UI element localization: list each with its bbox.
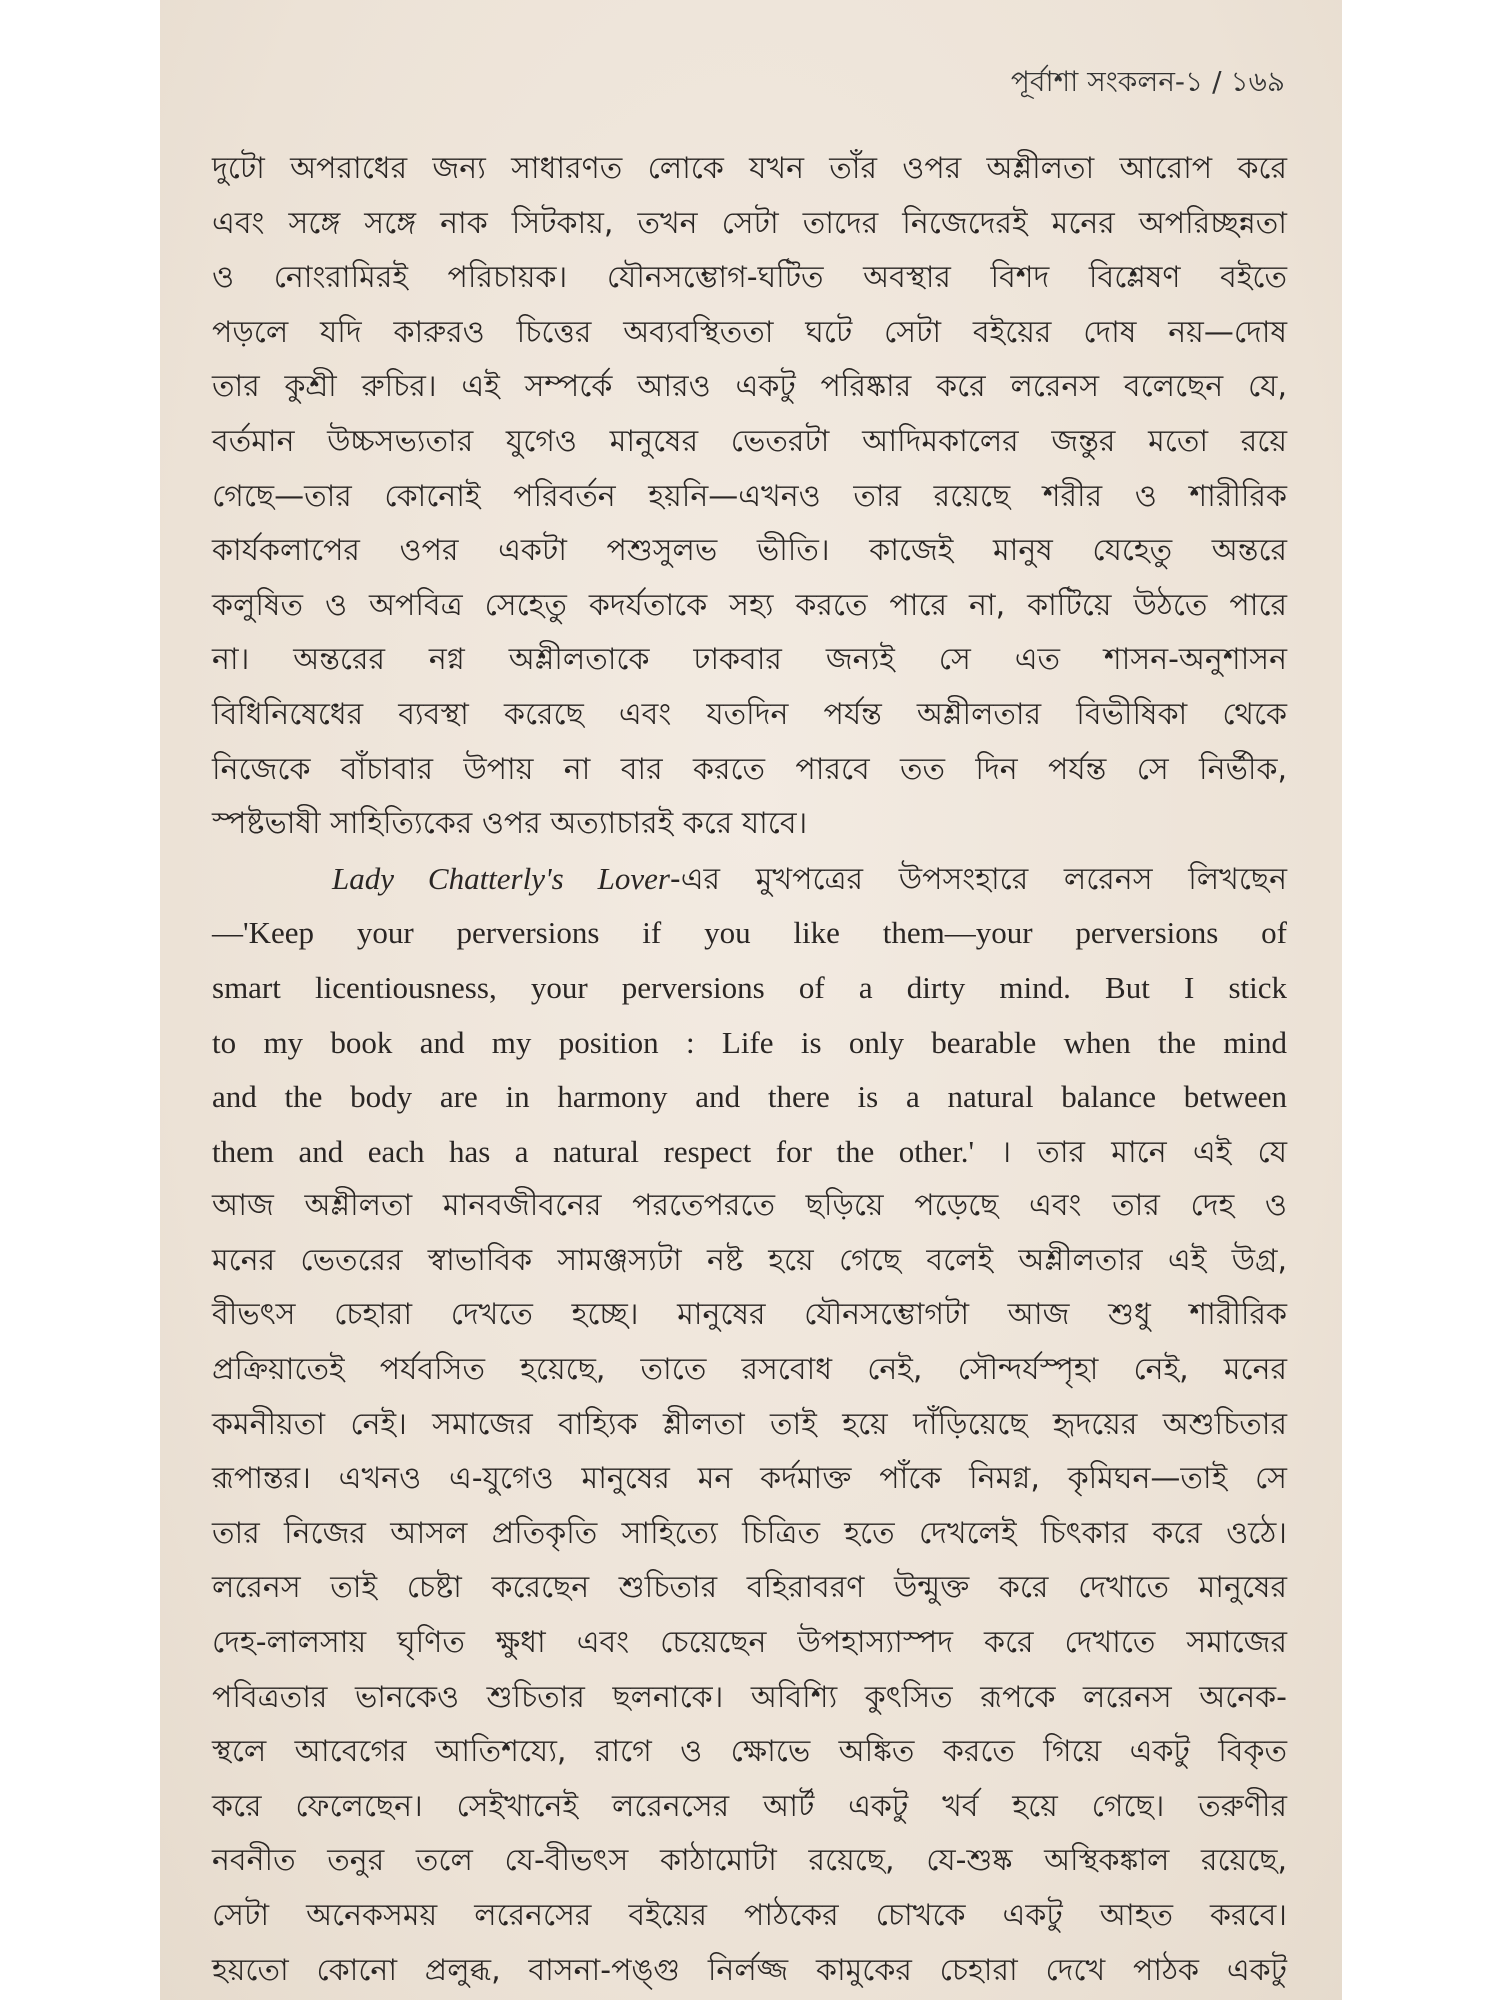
text-span: স্পষ্টভাষী সাহিত্যিকের ওপর অত্যাচারই করে যাবে। xyxy=(212,806,808,842)
text-span: to my book and my position : Life is only bearable when the mind xyxy=(212,1024,1287,1060)
text-span: দুটো অপরাধের জন্য সাধারণত লোকে যখন তাঁর ওপর অশ্লীলতা আরোপ করে xyxy=(212,151,1287,186)
text-line xyxy=(212,743,1287,798)
text-span: প্রক্রিয়াতেই পর্যবসিত হয়েছে, তাতে রসবোধ নেই, সৌন্দর্যস্পৃহা নেই, মনের xyxy=(212,1352,1287,1388)
text-span: লরেনস তাই চেষ্টা করেছেন শুচিতার বহিরাবরণ উন্মুক্ত করে দেখাতে মানুষের xyxy=(212,1570,1287,1606)
text-line xyxy=(212,1070,1287,1125)
text-span: এবং সঙ্গে সঙ্গে নাক সিটকায়, তখন সেটা তাদের নিজেদেরই মনের অপরিচ্ছন্নতা xyxy=(212,205,1287,241)
text-span: সেটা অনেকসময় লরেনসের বইয়ের পাঠকের চোখকে একটু আহত করবে। xyxy=(212,1898,1287,1933)
text-span: পড়লে যদি কারুরও চিত্তের অব্যবস্থিততা ঘটে সেটা বইয়ের দোষ নয়—দোষ xyxy=(212,314,1287,350)
text-line xyxy=(212,1125,1287,1180)
text-span: কমনীয়তা নেই। সমাজের বাহ্যিক শ্লীলতা তাই হয়ে দাঁড়িয়েছে হৃদয়ের অশুচিতার xyxy=(212,1406,1287,1442)
text-span: and the body are in harmony and there is a natural balance between xyxy=(212,1079,1287,1115)
text-line xyxy=(212,470,1287,525)
text-line xyxy=(212,251,1287,306)
text-line xyxy=(212,1234,1287,1289)
text-span: বর্তমান উচ্চসভ্যতার যুগেও মানুষের ভেতরটা আদিমকালের জন্তুর মতো রয়ে xyxy=(212,423,1287,459)
text-line xyxy=(212,1179,1287,1234)
text-span: -এর মুখপত্রের উপসংহারে লরেনস লিখছেন xyxy=(669,861,1287,897)
paragraph-2 xyxy=(212,852,1287,1998)
text-line xyxy=(212,415,1287,470)
text-line xyxy=(212,1671,1287,1726)
text-span: আজ অশ্লীলতা মানবজীবনের পরতেপরতে ছড়িয়ে পড়েছে এবং তার দেহ ও xyxy=(212,1188,1287,1224)
text-span: —'Keep your perversions if you like them—your perversions of xyxy=(212,915,1287,951)
text-span: নিজেকে বাঁচাবার উপায় না বার করতে পারবে তত দিন পর্যন্ত সে নির্ভীক, xyxy=(212,751,1287,787)
text-line xyxy=(212,906,1287,961)
text-line xyxy=(212,306,1287,361)
book-title: পূর্বাশা সংকলন-১ xyxy=(1010,65,1204,98)
text-line xyxy=(212,1016,1287,1071)
text-span: কলুষিত ও অপবিত্র সেহেতু কদর্যতাকে সহ্য করতে পারে না, কাটিয়ে উঠতে পারে xyxy=(212,587,1287,623)
text-line xyxy=(212,197,1287,252)
text-line xyxy=(212,1725,1287,1780)
text-span: হয়তো কোনো প্রলুব্ধ, বাসনা-পঙ্গু নির্লজ্জ কামুকের চেহারা দেখে পাঠক একটু xyxy=(212,1952,1287,1988)
page-number: ১৬৯ xyxy=(1230,65,1285,98)
text-line xyxy=(212,579,1287,634)
text-span: তার নিজের আসল প্রতিকৃতি সাহিত্যে চিত্রিত হতে দেখলেই চিৎকার করে ওঠে। xyxy=(212,1515,1287,1551)
text-line xyxy=(212,524,1287,579)
paragraph-1 xyxy=(212,142,1287,852)
page-body xyxy=(212,142,1287,1998)
text-span: বীভৎস চেহারা দেখতে হচ্ছে। মানুষের যৌনসম্ভোগটা আজ শুধু শারীরিক xyxy=(212,1297,1287,1333)
text-line xyxy=(212,688,1287,743)
text-span: কার্যকলাপের ওপর একটা পশুসুলভ ভীতি। কাজেই মানুষ যেহেতু অন্তরে xyxy=(212,533,1287,569)
text-line xyxy=(212,1616,1287,1671)
text-line xyxy=(212,1343,1287,1398)
text-span: গেছে—তার কোনোই পরিবর্তন হয়নি—এখনও তার রয়েছে শরীর ও শারীরিক xyxy=(212,478,1287,514)
text-span: ও নোংরামিরই পরিচায়ক। যৌনসম্ভোগ-ঘটিত অবস্থার বিশদ বিশ্লেষণ বইতে xyxy=(212,260,1287,296)
text-line xyxy=(212,1452,1287,1507)
text-span: বিধিনিষেধের ব্যবস্থা করেছে এবং যতদিন পর্যন্ত অশ্লীলতার বিভীষিকা থেকে xyxy=(212,696,1287,732)
text-span: পবিত্রতার ভানকেও শুচিতার ছলনাকে। অবিশ্যি কুৎসিত রূপকে লরেনস অনেক- xyxy=(212,1679,1287,1715)
header-separator: / xyxy=(1212,65,1222,98)
text-span: নবনীত তনুর তলে যে-বীভৎস কাঠামোটা রয়েছে, যে-শুষ্ক অস্থিকঙ্কাল রয়েছে, xyxy=(212,1843,1287,1879)
text-line xyxy=(212,1834,1287,1889)
text-line xyxy=(212,1889,1287,1944)
text-line xyxy=(212,1780,1287,1835)
text-line xyxy=(212,961,1287,1016)
text-line xyxy=(212,852,1287,907)
text-line xyxy=(212,1561,1287,1616)
running-header xyxy=(1011,60,1285,107)
text-span: মনের ভেতরের স্বাভাবিক সামঞ্জস্যটা নষ্ট হয়ে গেছে বলেই অশ্লীলতার এই উগ্র, xyxy=(212,1242,1287,1278)
text-line xyxy=(212,797,1287,852)
text-line xyxy=(212,633,1287,688)
text-line xyxy=(212,360,1287,415)
text-span: । তার মানে এই যে xyxy=(974,1134,1287,1170)
text-line xyxy=(212,1944,1287,1999)
text-line xyxy=(212,1507,1287,1562)
text-line xyxy=(212,142,1287,197)
text-span: করে ফেলেছেন। সেইখানেই লরেনসের আর্ট একটু খর্ব হয়ে গেছে। তরুণীর xyxy=(212,1788,1287,1824)
text-span: তার কুশ্রী রুচির। এই সম্পর্কে আরও একটু পরিষ্কার করে লরেনস বলেছেন যে, xyxy=(212,369,1287,405)
text-line xyxy=(212,1288,1287,1343)
text-line xyxy=(212,1398,1287,1453)
text-span: smart licentiousness, your perversions of a dirty mind. But I stick xyxy=(212,969,1287,1005)
text-span: রূপান্তর। এখনও এ-যুগেও মানুষের মন কর্দমাক্ত পাঁকে নিমগ্ন, কৃমিঘন—তাই সে xyxy=(212,1461,1287,1497)
text-span: স্থলে আবেগের আতিশয্যে, রাগে ও ক্ষোভে অঙ্কিত করতে গিয়ে একটু বিকৃত xyxy=(212,1734,1287,1770)
book-title-italic: Lady Chatterly's Lover xyxy=(332,860,670,896)
text-span: দেহ-লালসায় ঘৃণিত ক্ষুধা এবং চেয়েছেন উপহাস্যাস্পদ করে দেখাতে সমাজের xyxy=(212,1625,1287,1661)
text-span: না। অন্তরের নগ্ন অশ্লীলতাকে ঢাকবার জন্যই সে এত শাসন-অনুশাসন xyxy=(212,642,1287,678)
quote-end: them and each has a natural respect for the other.' xyxy=(212,1133,975,1169)
